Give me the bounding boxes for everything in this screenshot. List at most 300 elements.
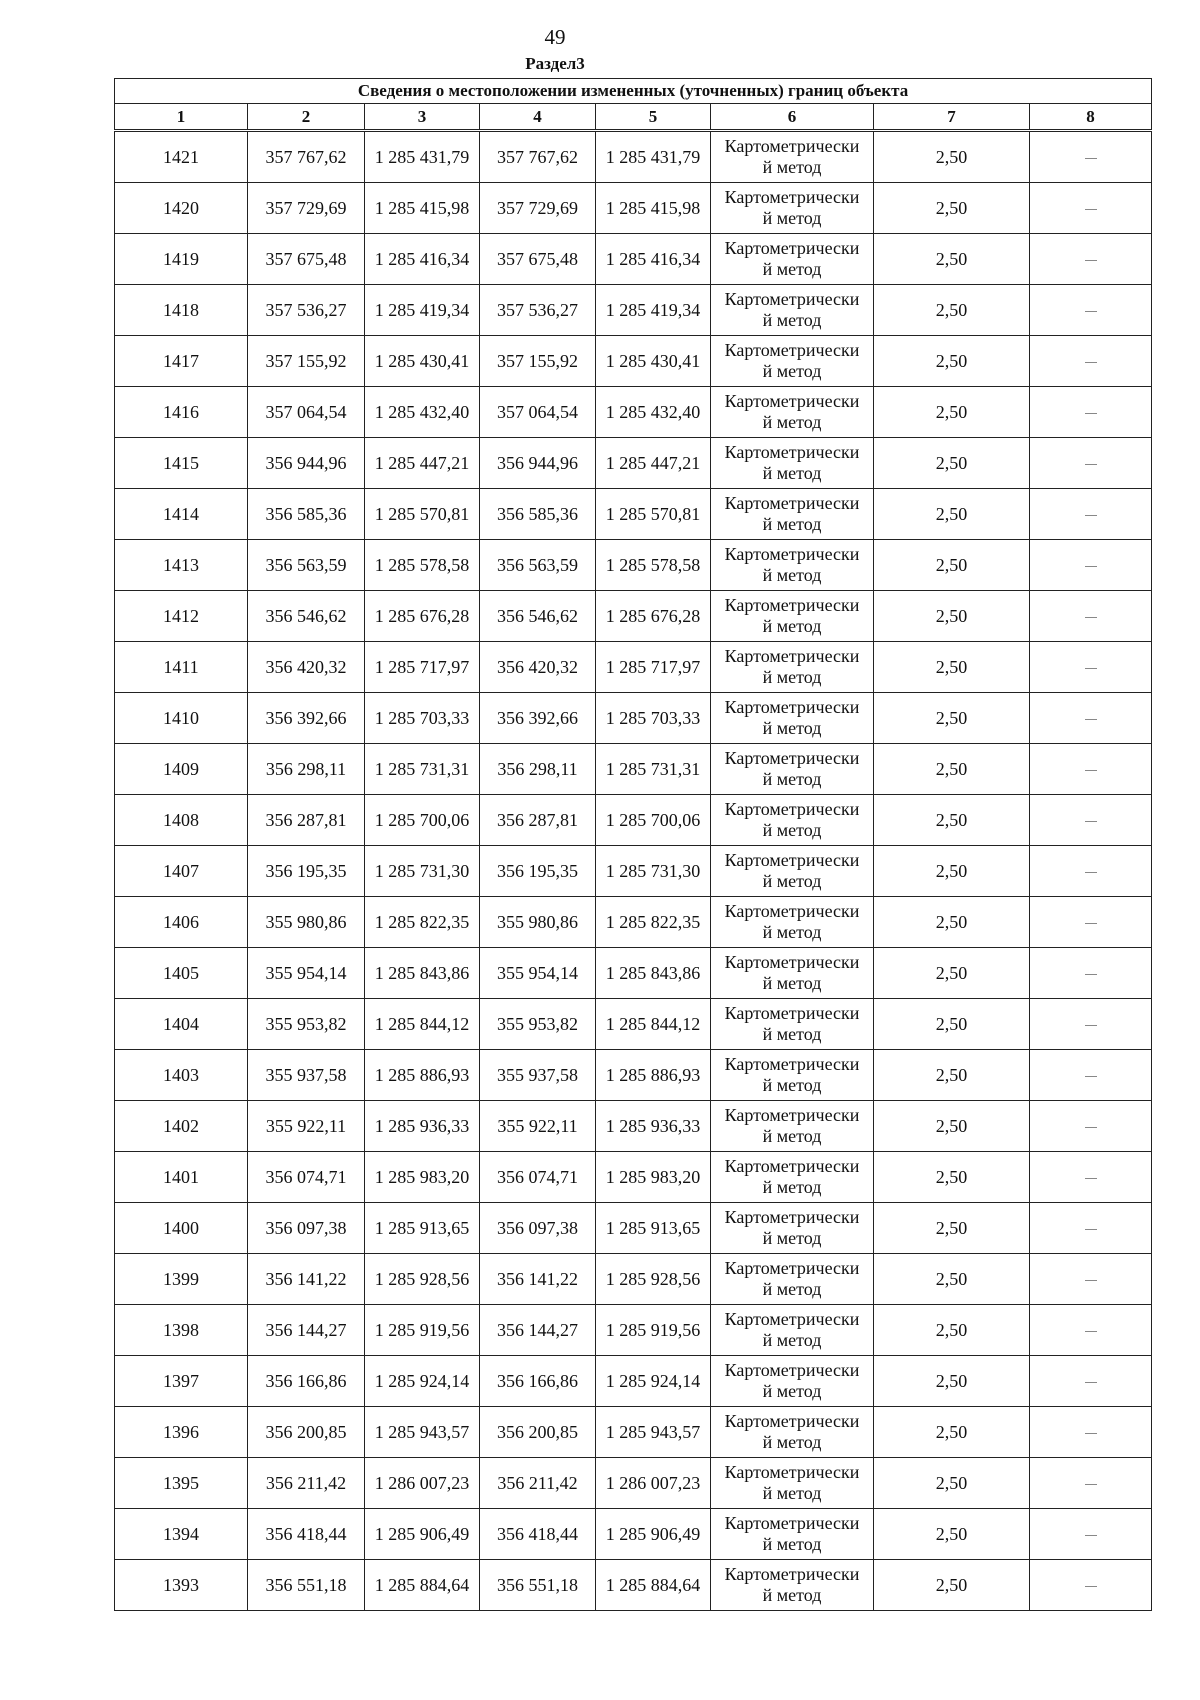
method-line-2: й метод	[762, 1228, 822, 1248]
method-cell	[711, 285, 874, 336]
x-coordinate-updated-cell: 356 298,11	[480, 744, 596, 795]
y-coordinate-cell: 1 285 578,58	[365, 540, 480, 591]
x-coordinate-cell: 356 211,42	[248, 1458, 365, 1509]
method-line-2: й метод	[762, 718, 822, 738]
dash-mark	[1085, 923, 1097, 924]
point-number-cell: 1393	[115, 1560, 248, 1611]
y-coordinate-cell: 1 285 703,33	[365, 693, 480, 744]
x-coordinate-updated-cell: 356 563,59	[480, 540, 596, 591]
y-coordinate-updated-cell: 1 286 007,23	[596, 1458, 711, 1509]
accuracy-cell: 2,50	[874, 1203, 1030, 1254]
y-coordinate-cell: 1 285 676,28	[365, 591, 480, 642]
dash-mark	[1085, 974, 1097, 975]
x-coordinate-updated-cell: 356 944,96	[480, 438, 596, 489]
x-coordinate-cell: 357 064,54	[248, 387, 365, 438]
accuracy-cell: 2,50	[874, 336, 1030, 387]
method-line-2: й метод	[762, 973, 822, 993]
y-coordinate-cell: 1 285 570,81	[365, 489, 480, 540]
x-coordinate-cell: 356 585,36	[248, 489, 365, 540]
method-line-2: й метод	[762, 1585, 822, 1605]
method-line-1: Картометрически	[724, 850, 860, 870]
dash-mark	[1085, 617, 1097, 618]
point-number-cell: 1417	[115, 336, 248, 387]
x-coordinate-updated-cell: 355 937,58	[480, 1050, 596, 1101]
x-coordinate-cell: 356 420,32	[248, 642, 365, 693]
method-line-2: й метод	[762, 361, 822, 381]
y-coordinate-updated-cell: 1 285 570,81	[596, 489, 711, 540]
description-cell	[1030, 846, 1152, 897]
x-coordinate-updated-cell: 356 195,35	[480, 846, 596, 897]
description-cell	[1030, 1458, 1152, 1509]
x-coordinate-updated-cell: 356 074,71	[480, 1152, 596, 1203]
point-number-cell: 1407	[115, 846, 248, 897]
x-coordinate-updated-cell: 356 287,81	[480, 795, 596, 846]
y-coordinate-cell: 1 285 913,65	[365, 1203, 480, 1254]
x-coordinate-updated-cell: 356 141,22	[480, 1254, 596, 1305]
y-coordinate-cell: 1 285 416,34	[365, 234, 480, 285]
x-coordinate-updated-cell: 355 980,86	[480, 897, 596, 948]
y-coordinate-updated-cell: 1 285 676,28	[596, 591, 711, 642]
x-coordinate-updated-cell: 356 200,85	[480, 1407, 596, 1458]
column-number-8: 8	[1030, 104, 1152, 130]
description-cell	[1030, 387, 1152, 438]
method-line-1: Картометрически	[724, 442, 860, 462]
accuracy-cell: 2,50	[874, 540, 1030, 591]
table-row	[115, 1101, 1152, 1152]
x-coordinate-cell: 356 551,18	[248, 1560, 365, 1611]
y-coordinate-updated-cell: 1 285 886,93	[596, 1050, 711, 1101]
x-coordinate-updated-cell: 356 097,38	[480, 1203, 596, 1254]
table-row	[115, 1458, 1152, 1509]
y-coordinate-updated-cell: 1 285 943,57	[596, 1407, 711, 1458]
x-coordinate-updated-cell: 356 546,62	[480, 591, 596, 642]
accuracy-cell: 2,50	[874, 846, 1030, 897]
table-row	[115, 1203, 1152, 1254]
accuracy-cell: 2,50	[874, 591, 1030, 642]
method-cell	[711, 489, 874, 540]
y-coordinate-cell: 1 285 432,40	[365, 387, 480, 438]
description-cell	[1030, 795, 1152, 846]
description-cell	[1030, 489, 1152, 540]
table-row	[115, 846, 1152, 897]
column-number-1: 1	[115, 104, 248, 130]
method-line-1: Картометрически	[724, 391, 860, 411]
accuracy-cell: 2,50	[874, 795, 1030, 846]
x-coordinate-cell: 356 195,35	[248, 846, 365, 897]
x-coordinate-cell: 355 922,11	[248, 1101, 365, 1152]
method-line-1: Картометрически	[724, 1411, 860, 1431]
method-line-1: Картометрически	[724, 901, 860, 921]
method-line-1: Картометрически	[724, 187, 860, 207]
point-number-cell: 1400	[115, 1203, 248, 1254]
accuracy-cell: 2,50	[874, 948, 1030, 999]
description-cell	[1030, 132, 1152, 183]
method-line-1: Картометрически	[724, 1003, 860, 1023]
description-cell	[1030, 1560, 1152, 1611]
method-line-2: й метод	[762, 1075, 822, 1095]
method-line-1: Картометрически	[724, 595, 860, 615]
y-coordinate-updated-cell: 1 285 415,98	[596, 183, 711, 234]
dash-mark	[1085, 1433, 1097, 1434]
y-coordinate-updated-cell: 1 285 843,86	[596, 948, 711, 999]
accuracy-cell: 2,50	[874, 1509, 1030, 1560]
method-line-2: й метод	[762, 157, 822, 177]
accuracy-cell: 2,50	[874, 132, 1030, 183]
y-coordinate-updated-cell: 1 285 928,56	[596, 1254, 711, 1305]
x-coordinate-updated-cell: 357 064,54	[480, 387, 596, 438]
table-row	[115, 183, 1152, 234]
x-coordinate-updated-cell: 357 729,69	[480, 183, 596, 234]
method-cell	[711, 744, 874, 795]
point-number-cell: 1406	[115, 897, 248, 948]
y-coordinate-updated-cell: 1 285 906,49	[596, 1509, 711, 1560]
x-coordinate-updated-cell: 356 166,86	[480, 1356, 596, 1407]
method-line-2: й метод	[762, 1279, 822, 1299]
x-coordinate-cell: 356 418,44	[248, 1509, 365, 1560]
y-coordinate-updated-cell: 1 285 447,21	[596, 438, 711, 489]
point-number-cell: 1395	[115, 1458, 248, 1509]
description-cell	[1030, 1101, 1152, 1152]
point-number-cell: 1394	[115, 1509, 248, 1560]
x-coordinate-cell: 356 141,22	[248, 1254, 365, 1305]
point-number-cell: 1397	[115, 1356, 248, 1407]
y-coordinate-updated-cell: 1 285 731,31	[596, 744, 711, 795]
point-number-cell: 1418	[115, 285, 248, 336]
method-cell	[711, 1203, 874, 1254]
point-number-cell: 1414	[115, 489, 248, 540]
description-cell	[1030, 1050, 1152, 1101]
accuracy-cell: 2,50	[874, 642, 1030, 693]
accuracy-cell: 2,50	[874, 1152, 1030, 1203]
dash-mark	[1085, 515, 1097, 516]
method-line-1: Картометрически	[724, 1156, 860, 1176]
y-coordinate-updated-cell: 1 285 913,65	[596, 1203, 711, 1254]
method-line-2: й метод	[762, 259, 822, 279]
accuracy-cell: 2,50	[874, 897, 1030, 948]
x-coordinate-cell: 355 954,14	[248, 948, 365, 999]
method-cell	[711, 795, 874, 846]
dash-mark	[1085, 566, 1097, 567]
method-line-2: й метод	[762, 463, 822, 483]
method-cell	[711, 1305, 874, 1356]
dash-mark	[1085, 464, 1097, 465]
y-coordinate-cell: 1 285 983,20	[365, 1152, 480, 1203]
method-line-2: й метод	[762, 412, 822, 432]
dash-mark	[1085, 1331, 1097, 1332]
x-coordinate-updated-cell: 355 953,82	[480, 999, 596, 1050]
method-line-1: Картометрически	[724, 238, 860, 258]
table-row	[115, 234, 1152, 285]
dash-mark	[1085, 413, 1097, 414]
method-line-2: й метод	[762, 1126, 822, 1146]
table-row	[115, 999, 1152, 1050]
y-coordinate-cell: 1 285 884,64	[365, 1560, 480, 1611]
column-number-7: 7	[874, 104, 1030, 130]
method-line-2: й метод	[762, 1381, 822, 1401]
y-coordinate-cell: 1 285 844,12	[365, 999, 480, 1050]
dash-mark	[1085, 770, 1097, 771]
description-cell	[1030, 642, 1152, 693]
x-coordinate-cell: 356 944,96	[248, 438, 365, 489]
description-cell	[1030, 1203, 1152, 1254]
section-title: Раздел3	[525, 54, 585, 73]
y-coordinate-updated-cell: 1 285 983,20	[596, 1152, 711, 1203]
x-coordinate-updated-cell: 355 954,14	[480, 948, 596, 999]
method-line-1: Картометрически	[724, 799, 860, 819]
dash-mark	[1085, 1178, 1097, 1179]
accuracy-cell: 2,50	[874, 1356, 1030, 1407]
dash-mark	[1085, 1280, 1097, 1281]
table-row	[115, 744, 1152, 795]
method-line-1: Картометрически	[724, 1513, 860, 1533]
dash-mark	[1085, 1076, 1097, 1077]
accuracy-cell: 2,50	[874, 1101, 1030, 1152]
description-cell	[1030, 591, 1152, 642]
y-coordinate-updated-cell: 1 285 578,58	[596, 540, 711, 591]
dash-mark	[1085, 311, 1097, 312]
dash-mark	[1085, 1382, 1097, 1383]
method-line-2: й метод	[762, 1432, 822, 1452]
table-row	[115, 489, 1152, 540]
column-number-6: 6	[711, 104, 874, 130]
method-cell	[711, 642, 874, 693]
point-number-cell: 1416	[115, 387, 248, 438]
y-coordinate-cell: 1 285 431,79	[365, 132, 480, 183]
y-coordinate-cell: 1 285 447,21	[365, 438, 480, 489]
column-numbers-row	[115, 104, 1152, 130]
column-number-4: 4	[480, 104, 596, 130]
y-coordinate-updated-cell: 1 285 700,06	[596, 795, 711, 846]
method-line-1: Картометрически	[724, 1054, 860, 1074]
point-number-cell: 1412	[115, 591, 248, 642]
method-cell	[711, 897, 874, 948]
x-coordinate-cell: 357 729,69	[248, 183, 365, 234]
x-coordinate-cell: 356 287,81	[248, 795, 365, 846]
x-coordinate-cell: 356 298,11	[248, 744, 365, 795]
description-cell	[1030, 285, 1152, 336]
table-row	[115, 897, 1152, 948]
accuracy-cell: 2,50	[874, 1305, 1030, 1356]
accuracy-cell: 2,50	[874, 489, 1030, 540]
dash-mark	[1085, 260, 1097, 261]
x-coordinate-updated-cell: 357 767,62	[480, 132, 596, 183]
description-cell	[1030, 1305, 1152, 1356]
method-cell	[711, 438, 874, 489]
dash-mark	[1085, 872, 1097, 873]
method-line-1: Картометрически	[724, 646, 860, 666]
accuracy-cell: 2,50	[874, 387, 1030, 438]
y-coordinate-cell: 1 285 928,56	[365, 1254, 480, 1305]
dash-mark	[1085, 209, 1097, 210]
y-coordinate-updated-cell: 1 285 919,56	[596, 1305, 711, 1356]
dash-mark	[1085, 362, 1097, 363]
x-coordinate-updated-cell: 356 211,42	[480, 1458, 596, 1509]
x-coordinate-cell: 356 144,27	[248, 1305, 365, 1356]
y-coordinate-cell: 1 285 924,14	[365, 1356, 480, 1407]
method-cell	[711, 234, 874, 285]
table-caption-row	[115, 79, 1152, 104]
method-line-1: Картометрически	[724, 1360, 860, 1380]
point-number-cell: 1401	[115, 1152, 248, 1203]
method-line-2: й метод	[762, 1177, 822, 1197]
accuracy-cell: 2,50	[874, 1458, 1030, 1509]
x-coordinate-updated-cell: 356 144,27	[480, 1305, 596, 1356]
x-coordinate-cell: 356 392,66	[248, 693, 365, 744]
method-cell	[711, 336, 874, 387]
description-cell	[1030, 1254, 1152, 1305]
y-coordinate-updated-cell: 1 285 430,41	[596, 336, 711, 387]
y-coordinate-cell: 1 285 936,33	[365, 1101, 480, 1152]
method-line-1: Картометрически	[724, 697, 860, 717]
y-coordinate-cell: 1 286 007,23	[365, 1458, 480, 1509]
dash-mark	[1085, 1229, 1097, 1230]
y-coordinate-updated-cell: 1 285 936,33	[596, 1101, 711, 1152]
point-number-cell: 1411	[115, 642, 248, 693]
accuracy-cell: 2,50	[874, 1254, 1030, 1305]
point-number-cell: 1409	[115, 744, 248, 795]
description-cell	[1030, 744, 1152, 795]
accuracy-cell: 2,50	[874, 744, 1030, 795]
accuracy-cell: 2,50	[874, 1407, 1030, 1458]
method-line-1: Картометрически	[724, 493, 860, 513]
table-row	[115, 1305, 1152, 1356]
method-line-2: й метод	[762, 667, 822, 687]
method-cell	[711, 1254, 874, 1305]
method-line-2: й метод	[762, 1534, 822, 1554]
x-coordinate-cell: 357 155,92	[248, 336, 365, 387]
x-coordinate-updated-cell: 356 392,66	[480, 693, 596, 744]
method-cell	[711, 540, 874, 591]
description-cell	[1030, 438, 1152, 489]
point-number-cell: 1413	[115, 540, 248, 591]
x-coordinate-updated-cell: 357 675,48	[480, 234, 596, 285]
y-coordinate-cell: 1 285 700,06	[365, 795, 480, 846]
method-line-1: Картометрически	[724, 748, 860, 768]
y-coordinate-updated-cell: 1 285 822,35	[596, 897, 711, 948]
method-line-2: й метод	[762, 1330, 822, 1350]
accuracy-cell: 2,50	[874, 234, 1030, 285]
accuracy-cell: 2,50	[874, 285, 1030, 336]
y-coordinate-cell: 1 285 717,97	[365, 642, 480, 693]
method-line-1: Картометрически	[724, 1564, 860, 1584]
description-cell	[1030, 1152, 1152, 1203]
x-coordinate-cell: 356 546,62	[248, 591, 365, 642]
point-number-cell: 1415	[115, 438, 248, 489]
dash-mark	[1085, 1586, 1097, 1587]
column-number-5: 5	[596, 104, 711, 130]
method-cell	[711, 387, 874, 438]
table-row	[115, 336, 1152, 387]
method-cell	[711, 183, 874, 234]
x-coordinate-cell: 355 937,58	[248, 1050, 365, 1101]
method-line-1: Картометрически	[724, 1309, 860, 1329]
y-coordinate-cell: 1 285 822,35	[365, 897, 480, 948]
y-coordinate-cell: 1 285 886,93	[365, 1050, 480, 1101]
point-number-cell: 1410	[115, 693, 248, 744]
method-cell	[711, 1509, 874, 1560]
method-line-2: й метод	[762, 565, 822, 585]
point-number-cell: 1402	[115, 1101, 248, 1152]
accuracy-cell: 2,50	[874, 438, 1030, 489]
description-cell	[1030, 1356, 1152, 1407]
method-line-1: Картометрически	[724, 289, 860, 309]
accuracy-cell: 2,50	[874, 1560, 1030, 1611]
description-cell	[1030, 948, 1152, 999]
method-line-2: й метод	[762, 616, 822, 636]
description-cell	[1030, 540, 1152, 591]
point-number-cell: 1419	[115, 234, 248, 285]
method-line-1: Картометрически	[724, 952, 860, 972]
accuracy-cell: 2,50	[874, 1050, 1030, 1101]
y-coordinate-cell: 1 285 843,86	[365, 948, 480, 999]
method-cell	[711, 1407, 874, 1458]
method-line-2: й метод	[762, 514, 822, 534]
y-coordinate-updated-cell: 1 285 844,12	[596, 999, 711, 1050]
x-coordinate-updated-cell: 356 418,44	[480, 1509, 596, 1560]
method-line-2: й метод	[762, 1483, 822, 1503]
dash-mark	[1085, 821, 1097, 822]
method-cell	[711, 999, 874, 1050]
x-coordinate-cell: 355 953,82	[248, 999, 365, 1050]
y-coordinate-updated-cell: 1 285 432,40	[596, 387, 711, 438]
x-coordinate-cell: 356 563,59	[248, 540, 365, 591]
point-number-cell: 1421	[115, 132, 248, 183]
y-coordinate-updated-cell: 1 285 416,34	[596, 234, 711, 285]
method-cell	[711, 591, 874, 642]
y-coordinate-cell: 1 285 906,49	[365, 1509, 480, 1560]
method-line-1: Картометрически	[724, 136, 860, 156]
accuracy-cell: 2,50	[874, 183, 1030, 234]
description-cell	[1030, 999, 1152, 1050]
table-row	[115, 1509, 1152, 1560]
dash-mark	[1085, 158, 1097, 159]
x-coordinate-cell: 357 536,27	[248, 285, 365, 336]
method-cell	[711, 132, 874, 183]
y-coordinate-cell: 1 285 430,41	[365, 336, 480, 387]
method-line-2: й метод	[762, 769, 822, 789]
description-cell	[1030, 1407, 1152, 1458]
y-coordinate-cell: 1 285 731,31	[365, 744, 480, 795]
method-cell	[711, 846, 874, 897]
table-row	[115, 1050, 1152, 1101]
x-coordinate-cell: 357 675,48	[248, 234, 365, 285]
method-line-1: Картометрически	[724, 544, 860, 564]
method-line-1: Картометрически	[724, 340, 860, 360]
method-cell	[711, 1458, 874, 1509]
method-cell	[711, 1050, 874, 1101]
y-coordinate-updated-cell: 1 285 431,79	[596, 132, 711, 183]
table-row	[115, 1356, 1152, 1407]
point-number-cell: 1396	[115, 1407, 248, 1458]
method-cell	[711, 948, 874, 999]
method-cell	[711, 693, 874, 744]
point-number-cell: 1404	[115, 999, 248, 1050]
x-coordinate-cell: 357 767,62	[248, 132, 365, 183]
table-row	[115, 387, 1152, 438]
x-coordinate-cell: 356 166,86	[248, 1356, 365, 1407]
table-row	[115, 285, 1152, 336]
y-coordinate-cell: 1 285 419,34	[365, 285, 480, 336]
x-coordinate-updated-cell: 355 922,11	[480, 1101, 596, 1152]
x-coordinate-updated-cell: 357 155,92	[480, 336, 596, 387]
y-coordinate-cell: 1 285 731,30	[365, 846, 480, 897]
method-line-2: й метод	[762, 820, 822, 840]
table-row	[115, 438, 1152, 489]
table-row	[115, 693, 1152, 744]
description-cell	[1030, 1509, 1152, 1560]
dash-mark	[1085, 668, 1097, 669]
y-coordinate-cell: 1 285 415,98	[365, 183, 480, 234]
